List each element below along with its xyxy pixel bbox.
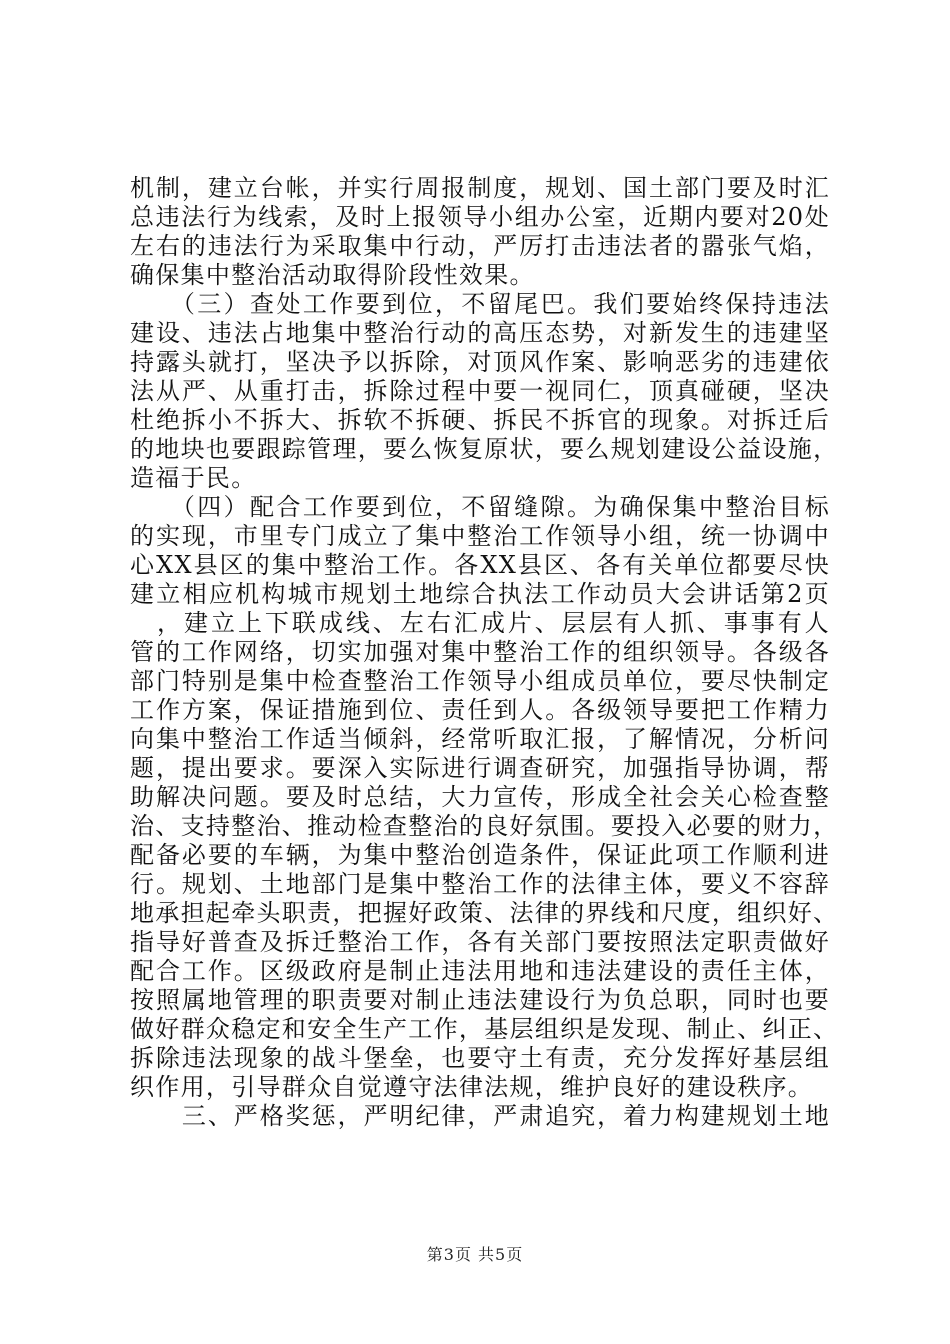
- text-line: 杜绝拆小不拆大、拆软不拆硬、拆民不拆官的现象。对拆迁后: [130, 406, 830, 434]
- text-line: 机制，建立台帐，并实行周报制度，规划、国土部门要及时汇: [130, 174, 830, 202]
- text-line: 持露头就打，坚决予以拆除，对顶风作案、影响恶劣的违建依: [130, 348, 830, 376]
- text-line: 向集中整治工作适当倾斜，经常听取汇报，了解情况，分析问: [130, 725, 830, 753]
- text-line: 法从严、从重打击，拆除过程中要一视同仁，顶真碰硬，坚决: [130, 377, 830, 405]
- page-footer: 第3页 共5页: [426, 1245, 524, 1264]
- text-line: 助解决问题。要及时总结，大力宣传，形成全社会关心检查整: [130, 783, 830, 811]
- text-line: 造福于民。: [130, 464, 257, 492]
- body-text: [130, 174, 839, 1131]
- text-line: 管的工作网络，切实加强对集中整治工作的组织领导。各级各: [130, 638, 830, 666]
- text-line: 的地块也要跟踪管理，要么恢复原状，要么规划建设公益设施，: [130, 435, 839, 463]
- text-line: 确保集中整治活动取得阶段性效果。: [130, 261, 535, 289]
- text-line: 治、支持整治、推动检查整治的良好氛围。要投入必要的财力，: [130, 812, 839, 840]
- text-line: 织作用，引导群众自觉遵守法律法规，维护良好的建设秩序。: [130, 1073, 814, 1101]
- text-line: 心XX县区的集中整治工作。各XX县区、各有关单位都要尽快: [130, 551, 830, 579]
- text-line: 部门特别是集中检查整治工作领导小组成员单位，要尽快制定: [130, 667, 830, 695]
- text-line: 的实现，市里专门成立了集中整治工作领导小组，统一协调中: [130, 522, 830, 550]
- text-line: 行。规划、土地部门是集中整治工作的法律主体，要义不容辞: [130, 870, 830, 898]
- text-line: 建立相应机构城市规划土地综合执法工作动员大会讲话第2页: [130, 580, 830, 608]
- text-line: 按照属地管理的职责要对制止违法建设行为负总职，同时也要: [130, 986, 830, 1014]
- text-line: 拆除违法现象的战斗堡垒，也要守土有责，充分发挥好基层组: [130, 1044, 830, 1072]
- text-line: （四）配合工作要到位，不留缝隙。为确保集中整治目标: [130, 493, 830, 521]
- text-line: 总违法行为线索，及时上报领导小组办公室，近期内要对20处: [130, 203, 830, 231]
- text-line: 做好群众稳定和安全生产工作，基层组织是发现、制止、纠正、: [130, 1015, 839, 1043]
- text-line: 左右的违法行为采取集中行动，严厉打击违法者的嚣张气焰，: [130, 232, 830, 260]
- text-line: 题，提出要求。要深入实际进行调查研究，加强指导协调，帮: [130, 754, 830, 782]
- text-line: 地承担起牵头职责，把握好政策、法律的界线和尺度，组织好、: [130, 899, 839, 927]
- text-line: 工作方案，保证措施到位、责任到人。各级领导要把工作精力: [130, 696, 830, 724]
- text-line: （三）查处工作要到位，不留尾巴。我们要始终保持违法: [130, 290, 830, 318]
- text-line: 配合工作。区级政府是制止违法用地和违法建设的责任主体，: [130, 957, 830, 985]
- text-line: 指导好普查及拆迁整治工作，各有关部门要按照法定职责做好: [130, 928, 830, 956]
- text-line: 建设、违法占地集中整治行动的高压态势，对新发生的违建坚: [130, 319, 830, 347]
- text-line: ，建立上下联成线、左右汇成片、层层有人抓、事事有人: [130, 609, 830, 637]
- text-line: 三、严格奖惩，严明纪律，严肃追究，着力构建规划土地: [130, 1102, 830, 1130]
- text-line: 配备必要的车辆，为集中整治创造条件，保证此项工作顺利进: [130, 841, 830, 869]
